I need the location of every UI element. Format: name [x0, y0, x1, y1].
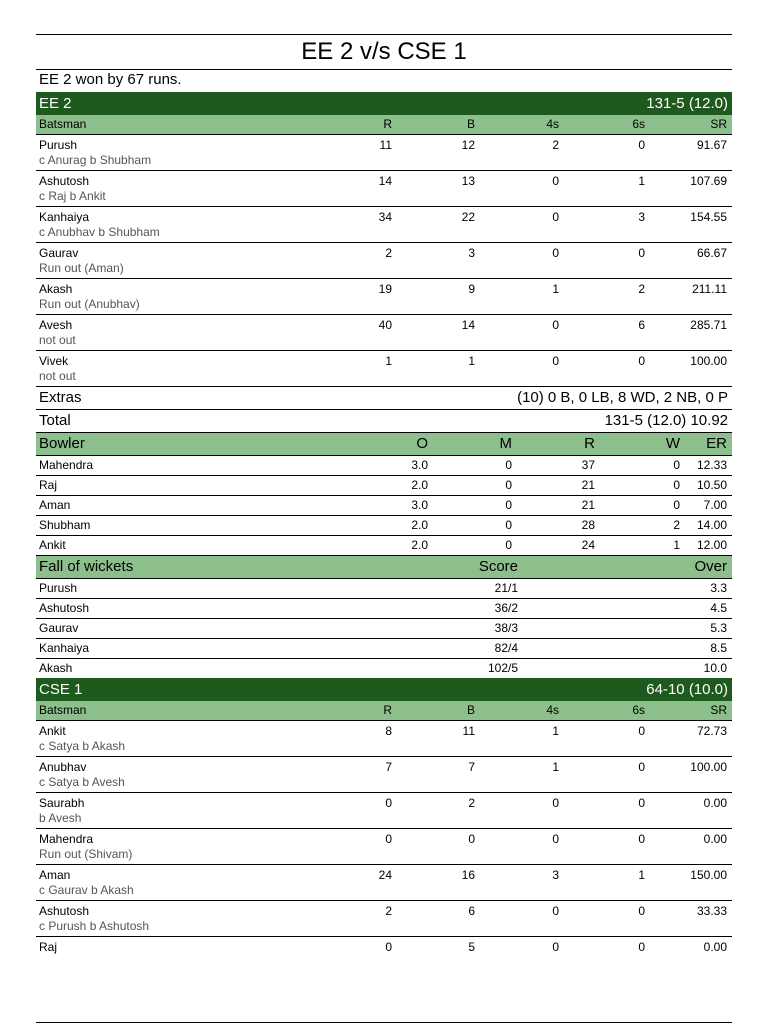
strike-rate: 0.00 — [703, 796, 727, 810]
overs: 3.0 — [411, 498, 428, 512]
runs: 7 — [385, 760, 392, 774]
bowler-name: Shubham — [39, 518, 91, 532]
col-over: Over — [694, 558, 727, 575]
batsman-name: Avesh — [39, 318, 73, 332]
sixes: 0 — [638, 246, 645, 260]
col-maidens: M — [499, 435, 512, 452]
economy: 7.00 — [703, 498, 727, 512]
balls: 14 — [461, 318, 475, 332]
batsman-row — [36, 793, 732, 829]
batsman-row — [36, 279, 732, 315]
bowler-name: Mahendra — [39, 458, 94, 472]
batting-table — [36, 135, 732, 387]
batsman-row — [36, 937, 732, 957]
total-value: 131-5 (12.0) 10.92 — [604, 412, 728, 429]
batsman-row — [36, 243, 732, 279]
strike-rate: 0.00 — [703, 832, 727, 846]
runs: 0 — [385, 832, 392, 846]
batting-table — [36, 721, 732, 957]
batsman-name: Kanhaiya — [39, 210, 90, 224]
bowler-row — [36, 516, 732, 536]
batsman-cell — [36, 901, 326, 936]
strike-rate: 91.67 — [696, 138, 727, 152]
batsman-name: Ashutosh — [39, 904, 90, 918]
dismissal: c Purush b Ashutosh — [39, 919, 150, 933]
runs-conceded: 21 — [581, 498, 595, 512]
batsman-row — [36, 207, 732, 243]
col-score: Score — [478, 558, 518, 575]
sixes: 0 — [638, 832, 645, 846]
sixes: 0 — [638, 940, 645, 954]
fow-batsman: Gaurav — [39, 621, 79, 635]
bottom-rule — [36, 1022, 732, 1023]
dismissal: Run out (Anubhav) — [39, 297, 140, 311]
runs: 8 — [385, 724, 392, 738]
balls: 16 — [461, 868, 475, 882]
fow-score: 36/2 — [494, 601, 518, 615]
bowler-name: Aman — [39, 498, 71, 512]
fours: 3 — [552, 868, 559, 882]
overs: 2.0 — [411, 518, 428, 532]
fow-over: 5.3 — [710, 621, 727, 635]
fow-row — [36, 599, 732, 619]
fow-batsman: Ashutosh — [39, 601, 90, 615]
fours: 0 — [552, 174, 559, 188]
col-economy: ER — [706, 435, 727, 452]
fours: 2 — [552, 138, 559, 152]
batsman-cell — [36, 937, 326, 957]
fours: 0 — [552, 832, 559, 846]
maidens: 0 — [505, 518, 512, 532]
batsman-cell — [36, 351, 326, 386]
batsman-row — [36, 829, 732, 865]
batsman-cell — [36, 135, 326, 170]
fours: 0 — [552, 354, 559, 368]
bowler-name: Raj — [39, 478, 58, 492]
runs: 0 — [385, 940, 392, 954]
strike-rate: 154.55 — [690, 210, 727, 224]
sixes: 1 — [638, 868, 645, 882]
maidens: 0 — [505, 538, 512, 552]
batting-column-header — [36, 115, 732, 135]
maidens: 0 — [505, 458, 512, 472]
batsman-cell — [36, 865, 326, 900]
match-title: EE 2 v/s CSE 1 — [301, 38, 467, 65]
batsman-cell — [36, 207, 326, 242]
maidens: 0 — [505, 498, 512, 512]
fow-row — [36, 619, 732, 639]
batsman-row — [36, 171, 732, 207]
economy: 10.50 — [696, 478, 727, 492]
batsman-cell — [36, 721, 326, 756]
fow-score: 82/4 — [494, 641, 518, 655]
fow-score: 38/3 — [494, 621, 518, 635]
strike-rate: 285.71 — [690, 318, 727, 332]
bowler-row — [36, 456, 732, 476]
balls: 12 — [461, 138, 475, 152]
batsman-cell — [36, 171, 326, 206]
sixes: 0 — [638, 796, 645, 810]
wickets: 0 — [673, 458, 680, 472]
runs-conceded: 28 — [581, 518, 595, 532]
batsman-row — [36, 315, 732, 351]
col-runs: R — [383, 117, 392, 131]
dismissal: c Gaurav b Akash — [39, 883, 134, 897]
strike-rate: 150.00 — [690, 868, 727, 882]
batsman-name: Aman — [39, 868, 71, 882]
dismissal: c Anurag b Shubham — [39, 153, 152, 167]
team-name: CSE 1 — [39, 681, 83, 698]
bowling-table — [36, 456, 732, 556]
col-fall-of-wickets: Fall of wickets — [39, 558, 134, 575]
batsman-name: Akash — [39, 282, 73, 296]
batsman-cell — [36, 315, 326, 350]
strike-rate: 107.69 — [690, 174, 727, 188]
strike-rate: 72.73 — [696, 724, 727, 738]
batsman-cell — [36, 243, 326, 278]
fow-column-header — [36, 556, 732, 579]
bowler-row — [36, 536, 732, 556]
batsman-row — [36, 721, 732, 757]
fow-row — [36, 579, 732, 599]
dismissal: not out — [39, 369, 76, 383]
balls: 5 — [468, 940, 475, 954]
batsman-row — [36, 757, 732, 793]
fow-row — [36, 659, 732, 678]
batsman-name: Vivek — [39, 354, 69, 368]
fours: 1 — [552, 760, 559, 774]
col-batsman: Batsman — [39, 117, 87, 131]
overs: 2.0 — [411, 538, 428, 552]
batsman-name: Raj — [39, 940, 58, 954]
batsman-name: Anubhav — [39, 760, 87, 774]
dismissal: b Avesh — [39, 811, 82, 825]
team-score: 64-10 (10.0) — [646, 681, 728, 698]
batsman-name: Mahendra — [39, 832, 94, 846]
extras-label: Extras — [39, 389, 82, 406]
dismissal: c Anubhav b Shubham — [39, 225, 160, 239]
fow-table — [36, 579, 732, 678]
balls: 7 — [468, 760, 475, 774]
fours: 0 — [552, 210, 559, 224]
maidens: 0 — [505, 478, 512, 492]
sixes: 0 — [638, 724, 645, 738]
extras-value: (10) 0 B, 0 LB, 8 WD, 2 NB, 0 P — [517, 389, 728, 406]
dismissal: Run out (Shivam) — [39, 847, 133, 861]
strike-rate: 0.00 — [703, 940, 727, 954]
total-row — [36, 410, 732, 433]
balls: 1 — [468, 354, 475, 368]
strike-rate: 33.33 — [696, 904, 727, 918]
col-fours: 4s — [546, 117, 559, 131]
col-fours: 4s — [546, 703, 559, 717]
dismissal: c Raj b Ankit — [39, 189, 106, 203]
fow-over: 3.3 — [710, 581, 727, 595]
balls: 22 — [461, 210, 475, 224]
fours: 0 — [552, 796, 559, 810]
col-runs: R — [383, 703, 392, 717]
team-score: 131-5 (12.0) — [646, 95, 728, 112]
col-overs: O — [416, 435, 428, 452]
fours: 1 — [552, 282, 559, 296]
total-label: Total — [39, 412, 71, 429]
sixes: 1 — [638, 174, 645, 188]
col-sixes: 6s — [632, 703, 645, 717]
dismissal: c Satya b Akash — [39, 739, 126, 753]
fow-score: 102/5 — [487, 661, 518, 675]
runs-conceded: 37 — [581, 458, 595, 472]
dismissal: not out — [39, 333, 76, 347]
innings-header — [36, 92, 732, 115]
col-batsman: Batsman — [39, 703, 87, 717]
dismissal: c Satya b Avesh — [39, 775, 125, 789]
sixes: 3 — [638, 210, 645, 224]
strike-rate: 66.67 — [696, 246, 727, 260]
fow-over: 8.5 — [710, 641, 727, 655]
col-balls: B — [466, 117, 475, 131]
strike-rate: 100.00 — [690, 760, 727, 774]
runs: 2 — [385, 904, 392, 918]
balls: 11 — [462, 724, 475, 738]
scorecard-page — [36, 34, 732, 957]
fours: 0 — [552, 940, 559, 954]
balls: 3 — [468, 246, 475, 260]
fow-row — [36, 639, 732, 659]
fours: 0 — [552, 246, 559, 260]
sixes: 0 — [638, 904, 645, 918]
fow-score: 21/1 — [494, 581, 518, 595]
sixes: 0 — [638, 138, 645, 152]
batsman-name: Gaurav — [39, 246, 79, 260]
sixes: 6 — [638, 318, 645, 332]
innings-header — [36, 678, 732, 701]
overs: 2.0 — [411, 478, 428, 492]
batsman-name: Purush — [39, 138, 78, 152]
fours: 0 — [552, 318, 559, 332]
runs-conceded: 24 — [581, 538, 595, 552]
batsman-row — [36, 135, 732, 171]
runs: 34 — [378, 210, 392, 224]
col-runs-conceded: R — [584, 435, 595, 452]
batsman-name: Ashutosh — [39, 174, 90, 188]
dismissal: Run out (Aman) — [39, 261, 124, 275]
col-strike-rate: SR — [710, 703, 727, 717]
runs-conceded: 21 — [581, 478, 595, 492]
balls: 13 — [461, 174, 475, 188]
fow-over: 4.5 — [710, 601, 727, 615]
runs: 40 — [378, 318, 392, 332]
balls: 2 — [468, 796, 475, 810]
col-wickets: W — [665, 435, 680, 452]
match-result: EE 2 won by 67 runs. — [36, 69, 732, 92]
fow-batsman: Purush — [39, 581, 78, 595]
wickets: 0 — [673, 478, 680, 492]
balls: 0 — [468, 832, 475, 846]
strike-rate: 211.11 — [692, 282, 727, 296]
batsman-cell — [36, 793, 326, 828]
fow-over: 10.0 — [703, 661, 727, 675]
fours: 0 — [552, 904, 559, 918]
fow-batsman: Kanhaiya — [39, 641, 90, 655]
col-strike-rate: SR — [710, 117, 727, 131]
strike-rate: 100.00 — [690, 354, 727, 368]
batsman-row — [36, 351, 732, 387]
bowler-name: Ankit — [39, 538, 66, 552]
runs: 24 — [378, 868, 392, 882]
economy: 12.33 — [696, 458, 727, 472]
wickets: 1 — [673, 538, 680, 552]
runs: 1 — [385, 354, 392, 368]
runs: 14 — [378, 174, 392, 188]
fours: 1 — [552, 724, 559, 738]
team-name: EE 2 — [39, 95, 72, 112]
runs: 2 — [385, 246, 392, 260]
batsman-name: Saurabh — [39, 796, 85, 810]
extras-row — [36, 387, 732, 410]
economy: 12.00 — [696, 538, 727, 552]
batsman-name: Ankit — [39, 724, 66, 738]
fow-batsman: Akash — [39, 661, 73, 675]
overs: 3.0 — [411, 458, 428, 472]
sixes: 0 — [638, 760, 645, 774]
batsman-row — [36, 865, 732, 901]
batsman-row — [36, 901, 732, 937]
bowler-row — [36, 476, 732, 496]
sixes: 0 — [638, 354, 645, 368]
bowling-column-header — [36, 433, 732, 456]
col-sixes: 6s — [632, 117, 645, 131]
bowler-row — [36, 496, 732, 516]
economy: 14.00 — [696, 518, 727, 532]
runs: 0 — [385, 796, 392, 810]
sixes: 2 — [638, 282, 645, 296]
runs: 19 — [378, 282, 392, 296]
batting-column-header — [36, 701, 732, 721]
wickets: 2 — [673, 518, 680, 532]
balls: 9 — [468, 282, 475, 296]
batsman-cell — [36, 757, 326, 792]
runs: 11 — [379, 138, 392, 152]
col-balls: B — [466, 703, 475, 717]
batsman-cell — [36, 829, 326, 864]
col-bowler: Bowler — [39, 435, 85, 452]
batsman-cell — [36, 279, 326, 314]
balls: 6 — [468, 904, 475, 918]
wickets: 0 — [673, 498, 680, 512]
